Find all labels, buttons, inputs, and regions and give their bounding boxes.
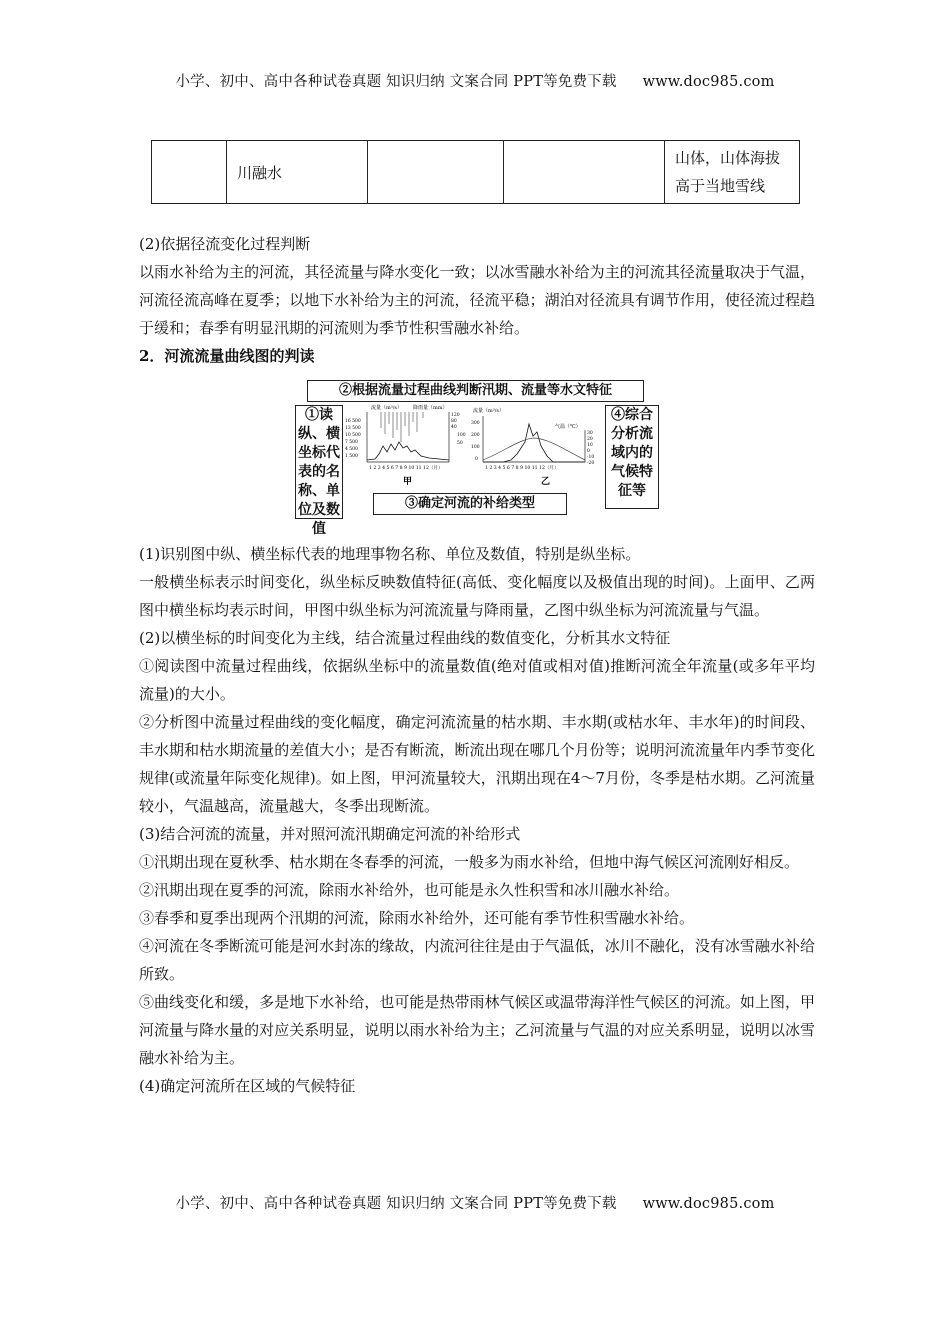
paragraph: ①汛期出现在夏秋季、枯水期在冬春季的河流，一般多为雨水补给，但地中海气候区河流刚好相反。: [139, 853, 800, 871]
jia-xticks: 1 2 3 4 5 6 7 8 9 10 11 12（月）: [369, 466, 443, 471]
jia-ylabel-right: 降雨量（mm）: [413, 405, 448, 411]
footer-text: 小学、初中、高中各种试卷真题 知识归纳 文案合同 PPT等免费下载: [175, 1196, 617, 1212]
yi-ylabel-right: 气温（℃）: [555, 424, 581, 430]
yi-xticks: 1 2 3 4 5 6 7 8 9 10 11 12（月）: [485, 466, 559, 471]
paragraph: ①阅读图中流量过程曲线，依据纵坐标中的流量数值(绝对值或相对值)推断河流全年流量(或多年平均流量)的大小。: [139, 657, 815, 703]
jia-ytick: 4 500: [345, 447, 358, 452]
yi-ytick-right: 20: [587, 437, 593, 442]
yi-ytick: 300: [471, 421, 480, 426]
yi-ytick-right: 30: [587, 431, 593, 436]
jia-ytick-right: 80: [451, 419, 457, 424]
jia-ytick: 16 500: [345, 419, 361, 424]
yi-label: 乙: [541, 477, 551, 487]
yi-ylabel-left: 流量（m³/s）: [473, 408, 504, 414]
footer-url[interactable]: www.doc985.com: [642, 1196, 775, 1212]
table-cell: [152, 141, 227, 204]
hydrograph-figure: [295, 380, 660, 537]
table-cell: 山体，山体海拔高于当地雪线: [665, 141, 800, 204]
supply-table: [151, 140, 800, 204]
figure-title: ②根据流量过程曲线判断汛期、流量等水文特征: [307, 380, 644, 402]
paragraph: (2)依据径流变化过程判断: [139, 235, 311, 253]
paragraph: ⑤曲线变化和缓，多是地下水补给，也可能是热带雨林气候区或温带海洋性气候区的河流。如上图，甲河流量与降水量的对应关系明显，说明以雨水补给为主；乙河流量与气温的对应关系明显，说明以冰雪融水补给为主。: [139, 993, 815, 1067]
yi-ytick-right: 10: [587, 443, 593, 448]
jia-ytick-right: 50: [457, 441, 463, 446]
paragraph: ③春季和夏季出现两个汛期的河流，除雨水补给外，还可能有季节性积雪融水补给。: [139, 909, 695, 927]
figure-left-box: ①读纵、横坐标代表的名称、单位及数值: [295, 405, 343, 519]
jia-ytick-right: 120: [451, 413, 460, 418]
yi-ytick-right: -20: [587, 461, 595, 466]
jia-label: 甲: [403, 477, 413, 487]
jia-flow-curve: [367, 442, 449, 460]
hydrograph-charts: [343, 402, 603, 492]
yi-ytick: 200: [471, 433, 480, 438]
yi-ytick: 0: [475, 457, 478, 462]
figure-right-box: ④综合分析流域内的气候特征等: [605, 405, 659, 509]
paragraph: ②分析图中流量过程曲线的变化幅度，确定河流流量的枯水期、丰水期(或枯水年、丰水年)的时间段、丰水期和枯水期流量的差值大小；是否有断流，断流出现在哪几个月份等；说明河流流量年内季节变化规律(或流量年际变化规律)。如上图，甲河流量较大，汛期出现在4～7月份，冬季是枯水期。乙河流量较小，气温越高，流量越大，冬季出现断流。: [139, 713, 815, 815]
yi-temp-curve: [483, 438, 585, 460]
paragraph: 以雨水补给为主的河流，其径流量与降水变化一致；以冰雪融水补给为主的河流其径流量取决于气温，河流径流高峰在夏季；以地下水补给为主的河流，径流平稳；湖泊对径流具有调节作用，使径流过程趋于缓和；春季有明显汛期的河流则为季节性积雪融水补给。: [139, 263, 815, 337]
jia-rain-bars: [381, 412, 423, 442]
chart-yi: [471, 407, 594, 487]
paragraph: (1)识别图中纵、横坐标代表的地理事物名称、单位及数值，特别是纵坐标。: [139, 545, 641, 563]
paragraph: (3)结合河流的流量，并对照河流汛期确定河流的补给形式: [139, 825, 521, 843]
chart-jia: [345, 404, 466, 487]
jia-ytick: 7 500: [345, 440, 358, 445]
yi-ytick-right: -10: [587, 455, 595, 460]
table-cell: [504, 141, 665, 204]
page-header: [0, 70, 950, 91]
header-url[interactable]: www.doc985.com: [642, 74, 775, 90]
header-text: 小学、初中、高中各种试卷真题 知识归纳 文案合同 PPT等免费下载: [175, 74, 617, 90]
table-cell: [368, 141, 504, 204]
jia-ylabel-left: 流量（m³/s）: [371, 405, 402, 411]
jia-ytick: 1 500: [345, 454, 358, 459]
table-row: [152, 141, 800, 204]
jia-ytick-right: 100: [457, 433, 466, 438]
document-body: [139, 230, 815, 1100]
paragraph: ②汛期出现在夏季的河流，除雨水补给外，也可能是永久性积雪和冰川融水补给。: [139, 881, 680, 899]
paragraph: (4)确定河流所在区域的气候特征: [139, 1077, 356, 1095]
jia-ytick: 13 500: [345, 426, 361, 431]
section-heading: 2．河流流量曲线图的判读: [139, 347, 315, 365]
jia-ytick: 10 500: [345, 433, 361, 438]
table-cell: 川融水: [227, 141, 368, 204]
paragraph: ④河流在冬季断流可能是河水封冻的缘故，内流河往往是由于气温低，冰川不融化，没有冰雪融水补给所致。: [139, 937, 815, 983]
yi-ytick: 100: [471, 445, 480, 450]
jia-ytick-right: 40: [451, 425, 457, 430]
paragraph: 一般横坐标表示时间变化，纵坐标反映数值特征(高低、变化幅度以及极值出现的时间)。上面甲、乙两图中横坐标均表示时间，甲图中纵坐标为河流流量与降雨量，乙图中纵坐标为河流流量与气温。: [139, 573, 815, 619]
page-footer: [0, 1192, 950, 1213]
yi-ytick-right: 0: [587, 449, 590, 454]
paragraph: (2)以横坐标的时间变化为主线，结合流量过程曲线的数值变化，分析其水文特征: [139, 629, 671, 647]
figure-bottom-box: ③确定河流的补给类型: [373, 493, 567, 515]
